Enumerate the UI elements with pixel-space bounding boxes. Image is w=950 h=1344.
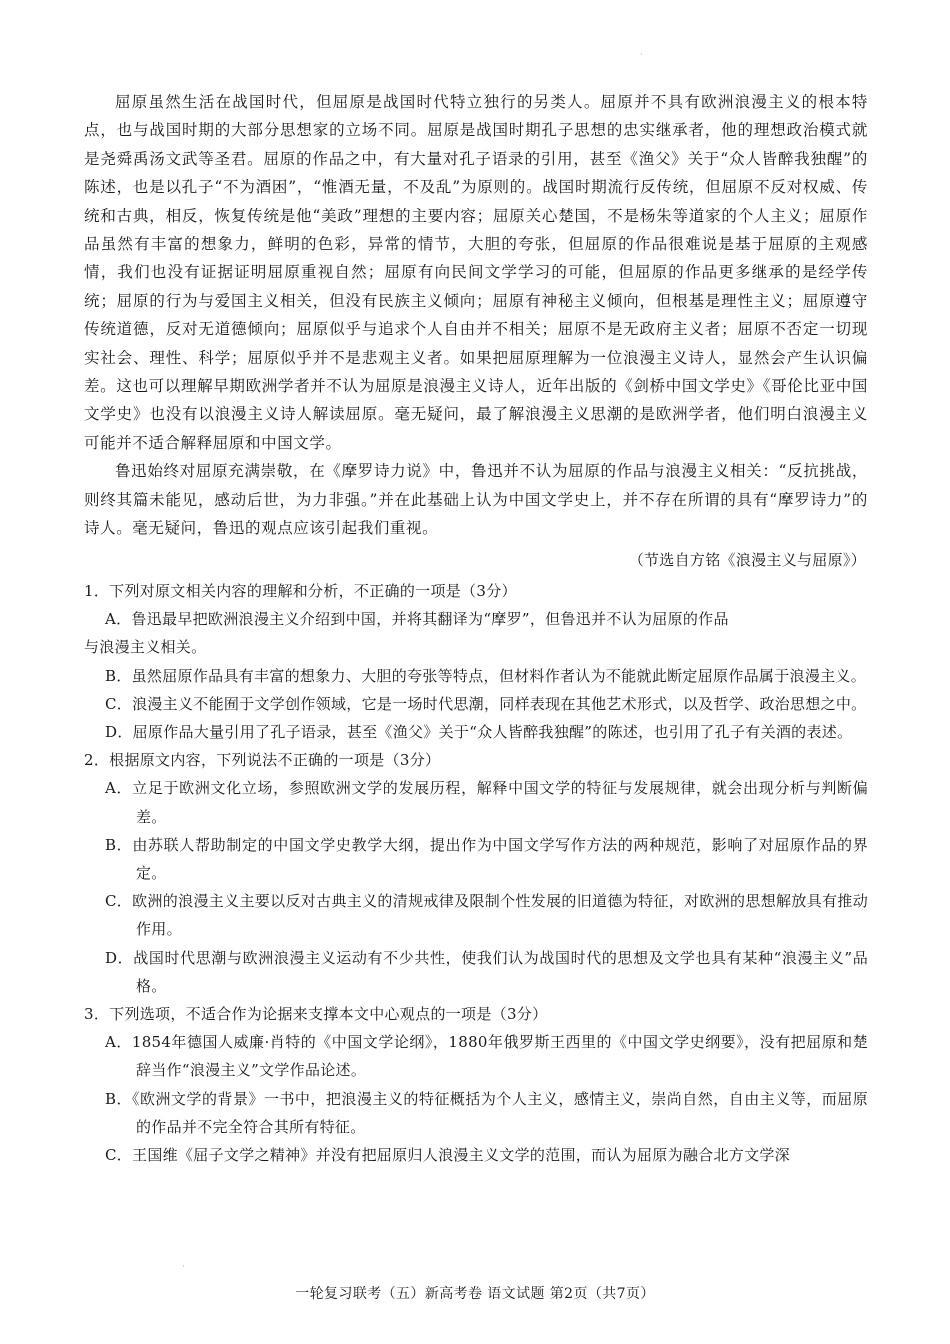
scan-dot: · <box>640 50 643 59</box>
option-c: C．浪漫主义不能囿于文学创作领域，它是一场时代思潮，同样表现在其他艺术形式，以及哲学、政治思想之中。 <box>105 694 867 713</box>
option-b: B．虽然屈原作品具有丰富的想象力、大胆的夸张等特点，但材料作者认为不能就此断定屈原作品属于浪漫主义。 <box>105 666 867 685</box>
reading-passage <box>84 88 868 543</box>
option-d: D．战国时代思潮与欧洲浪漫主义运动有不少共性，使我们认为战国时代的思想及文学也具有某种“浪漫主义”品格。 <box>105 948 868 995</box>
passage-paragraph-2: 鲁迅始终对屈原充满崇敬，在《摩罗诗力说》中，鲁迅并不认为屈原的作品与浪漫主义相关：“反抗挑战，则终其篇未能见，感动后世，为力非强。”并在此基础上认为中国文学史上，并不存在所谓的具有“摩罗诗力”的诗人。毫无疑问，鲁迅的观点应该引起我们重视。 <box>84 462 868 538</box>
option-b: B．由苏联人帮助制定的中国文学史教学大纲，提出作为中国文学写作方法的两种规范，影响了对屈原作品的界定。 <box>105 835 868 883</box>
scan-dot: · <box>182 1262 185 1271</box>
option-d: D．屈原作品大量引用了孔子语录，甚至《渔父》关于“众人皆醉我独醒”的陈述，也引用了孔子有关酒的表述。 <box>105 723 853 742</box>
option-a: A．鲁迅最早把欧洲浪漫主义介绍到中国，并将其翻译为“摩罗”，但鲁迅并不认为屈原的作品 <box>105 610 729 629</box>
option-a-continuation: 与浪漫主义相关。 <box>84 638 207 657</box>
question-1 <box>84 577 868 746</box>
passage-paragraph-1: 屈原虽然生活在战国时代，但屈原是战国时代特立独行的另类人。屈原并不具有欧洲浪漫主义的根本特点，也与战国时期的大部分思想家的立场不同。屈原是战国时期孔子思想的忠实继承者，他的理想政治模式就是尧舜禹汤文武等圣君。屈原的作品之中，有大量对孔子语录的引用，甚至《渔父》关于“众人皆醉我独醒”的陈述，也是以孔子“不为酒困”，“惟酒无量，不及乱”为原则的。战国时期流行反传统，但屈原不反对权威、传统和古典，相反，恢复传统是他“美政”理想的主要内容；屈原关心楚国，不是杨朱等道家的个人主义；屈原作品虽然有丰富的想象力，鲜明的色彩，异常的情节，大胆的夸张，但屈原的作品很难说是基于屈原的主观感情，我们也没有证据证明屈原重视自然；屈原有向民间文学学习的可能，但屈原的作品更多继承的是经学传统；屈原的行为与爱国主义相关，但没有民族主义倾向；屈原有神秘主义倾向，但根基是理性主义；屈原遵守传统道德，反对无道德倾向；屈原似乎与追求个人自由并不相关；屈原不是无政府主义者；屈原不否定一切现实社会、理性、科学；屈原似乎并不是悲观主义者。如果把屈原理解为一位浪漫主义诗人，显然会产生认识偏差。这也可以理解早期欧洲学者并不认为屈原是浪漫主义诗人，近年出版的《剑桥中国文学史》《哥伦比亚中国文学史》也没有以浪漫主义诗人解读屈原。毫无疑问，最了解浪漫主义思潮的是欧洲学者，他们明白浪漫主义可能并不适合解释屈原和中国文学。 <box>84 93 868 452</box>
question-list <box>84 577 868 1169</box>
option-b: B．《欧洲文学的背景》一书中，把浪漫主义的特征概括为个人主义，感情主义，崇尚自然，自由主义等，而屈原的作品并不完全符合其所有特征。 <box>105 1089 868 1136</box>
option-a: A．1854年德国人威廉·肖特的《中国文学论纲》，1880年俄罗斯王西里的《中国文学史纲要》，没有把屈原和楚辞当作“浪漫主义”文学作品论述。 <box>105 1033 868 1080</box>
question-stem: 2．根据原文内容，下列说法不正确的一项是（3分） <box>84 751 441 770</box>
passage-source: （节选自方铭《浪漫主义与屈原》） <box>628 551 866 569</box>
option-c: C．王国维《屈子文学之精神》并没有把屈原归人浪漫主义文学的范围，而认为屈原为融合北方文学深 <box>105 1146 790 1165</box>
option-a: A．立足于欧洲文化立场，参照欧洲文学的发展历程，解释中国文学的特征与发展规律，就会出现分析与判断偏差。 <box>105 779 868 826</box>
question-stem: 1．下列对原文相关内容的理解和分析，不正确的一项是（3分） <box>84 582 517 600</box>
question-3 <box>84 1000 868 1169</box>
question-stem: 3．下列选项，不适合作为论据来支撑本文中心观点的一项是（3分） <box>84 1005 548 1024</box>
option-c: C．欧洲的浪漫主义主要以反对古典主义的清规戒律及限制个性发展的旧道德为特征，对欧洲的思想解放具有推动作用。 <box>105 892 868 939</box>
question-2 <box>84 746 868 1000</box>
page-footer: 一轮复习联考（五）新高考卷 语文试题 第2页（共7页） <box>295 1286 655 1302</box>
